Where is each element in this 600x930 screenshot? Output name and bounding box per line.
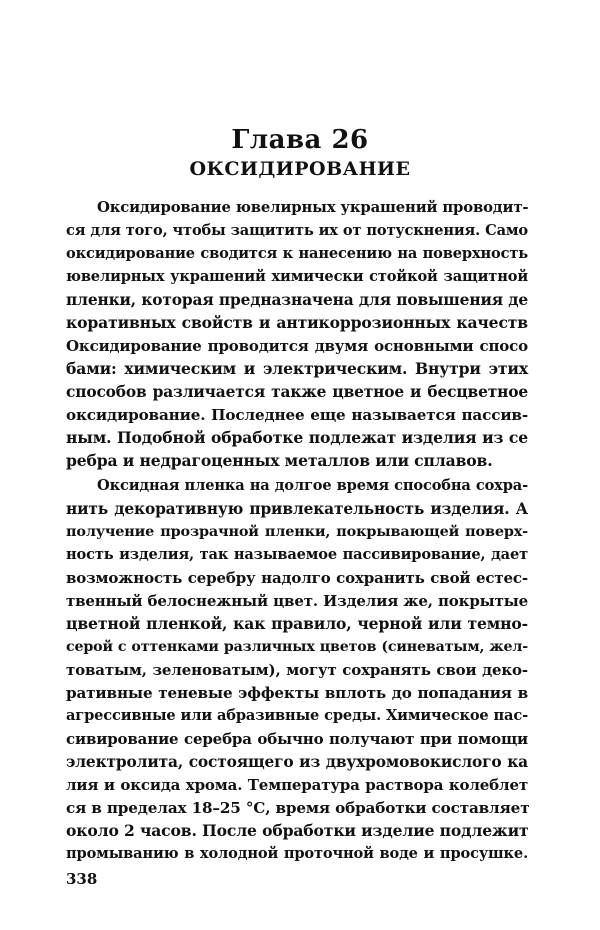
text-line: ся для того, чтобы защитить их от потускнения. Само xyxy=(66,222,528,239)
text-line: Оксидирование проводится двумя основными спосо xyxy=(66,337,528,355)
text-line: пленки, которая предназначена для повышения де xyxy=(66,291,528,309)
text-line: промыванию в холодной проточной воде и просушке. xyxy=(66,845,528,862)
text-line: ся в пределах 18–25 °С, время обработки составляет xyxy=(66,799,530,817)
text-line: ность изделия, так называемое пассивирование, дает xyxy=(66,546,528,563)
text-line: агрессивные или абразивные среды. Химическое пас- xyxy=(66,707,528,724)
chapter-number: Глава 26 xyxy=(231,125,369,155)
text-line: Оксидная пленка на долгое время способна сохра- xyxy=(97,477,528,494)
text-line: серой с оттенками различных цветов (синеватым, жел- xyxy=(66,639,528,655)
text-line: способов различается также цветное и бесцветное xyxy=(66,383,528,401)
text-line: коративных свойств и антикоррозионных качеств xyxy=(66,313,528,332)
text-line: твенный белоснежный цвет. Изделия же, покрытые xyxy=(66,592,528,610)
text-line: бами: химическим и электрическим. Внутри этих xyxy=(66,359,528,378)
text-line: электролита, состоящего из двухромовокислого ка xyxy=(66,753,528,771)
text-line: Оксидирование ювелирных украшений проводит- xyxy=(97,199,529,216)
text-line: нить декоративную привлекательность изделия. А xyxy=(66,500,528,518)
page-number: 338 xyxy=(66,870,98,888)
text-line: ювелирных украшений химически стойкой защитной xyxy=(66,268,528,285)
text-line: ративные теневые эффекты вплоть до попадания в xyxy=(66,684,528,702)
text-line: товатым, зеленоватым), могут сохранять свои деко- xyxy=(66,661,528,679)
text-line: оксидирование. Последнее еще называется пассив- xyxy=(66,406,528,424)
chapter-title: ОКСИДИРОВАНИЕ xyxy=(189,158,411,180)
text-line: ребра и недрагоценных металлов или сплавов. xyxy=(66,451,493,470)
text-line: лия и оксида хрома. Температура раствора колеблет xyxy=(66,776,528,794)
text-line: получение прозрачной пленки, покрывающей поверх- xyxy=(66,523,528,540)
text-line: оксидирование сводится к нанесению на поверхность xyxy=(66,245,528,262)
text-line: около 2 часов. После обработки изделие подлежит xyxy=(66,821,529,840)
text-line: сивирование серебра обычно получают при помощи xyxy=(66,730,528,748)
text-line: возможность серебру надолго сохранить свой естес- xyxy=(66,569,528,587)
text-line: цветной пленкой, как правило, черной или темно- xyxy=(66,614,528,633)
text-line: ным. Подобной обработке подлежат изделия из се xyxy=(66,428,528,447)
